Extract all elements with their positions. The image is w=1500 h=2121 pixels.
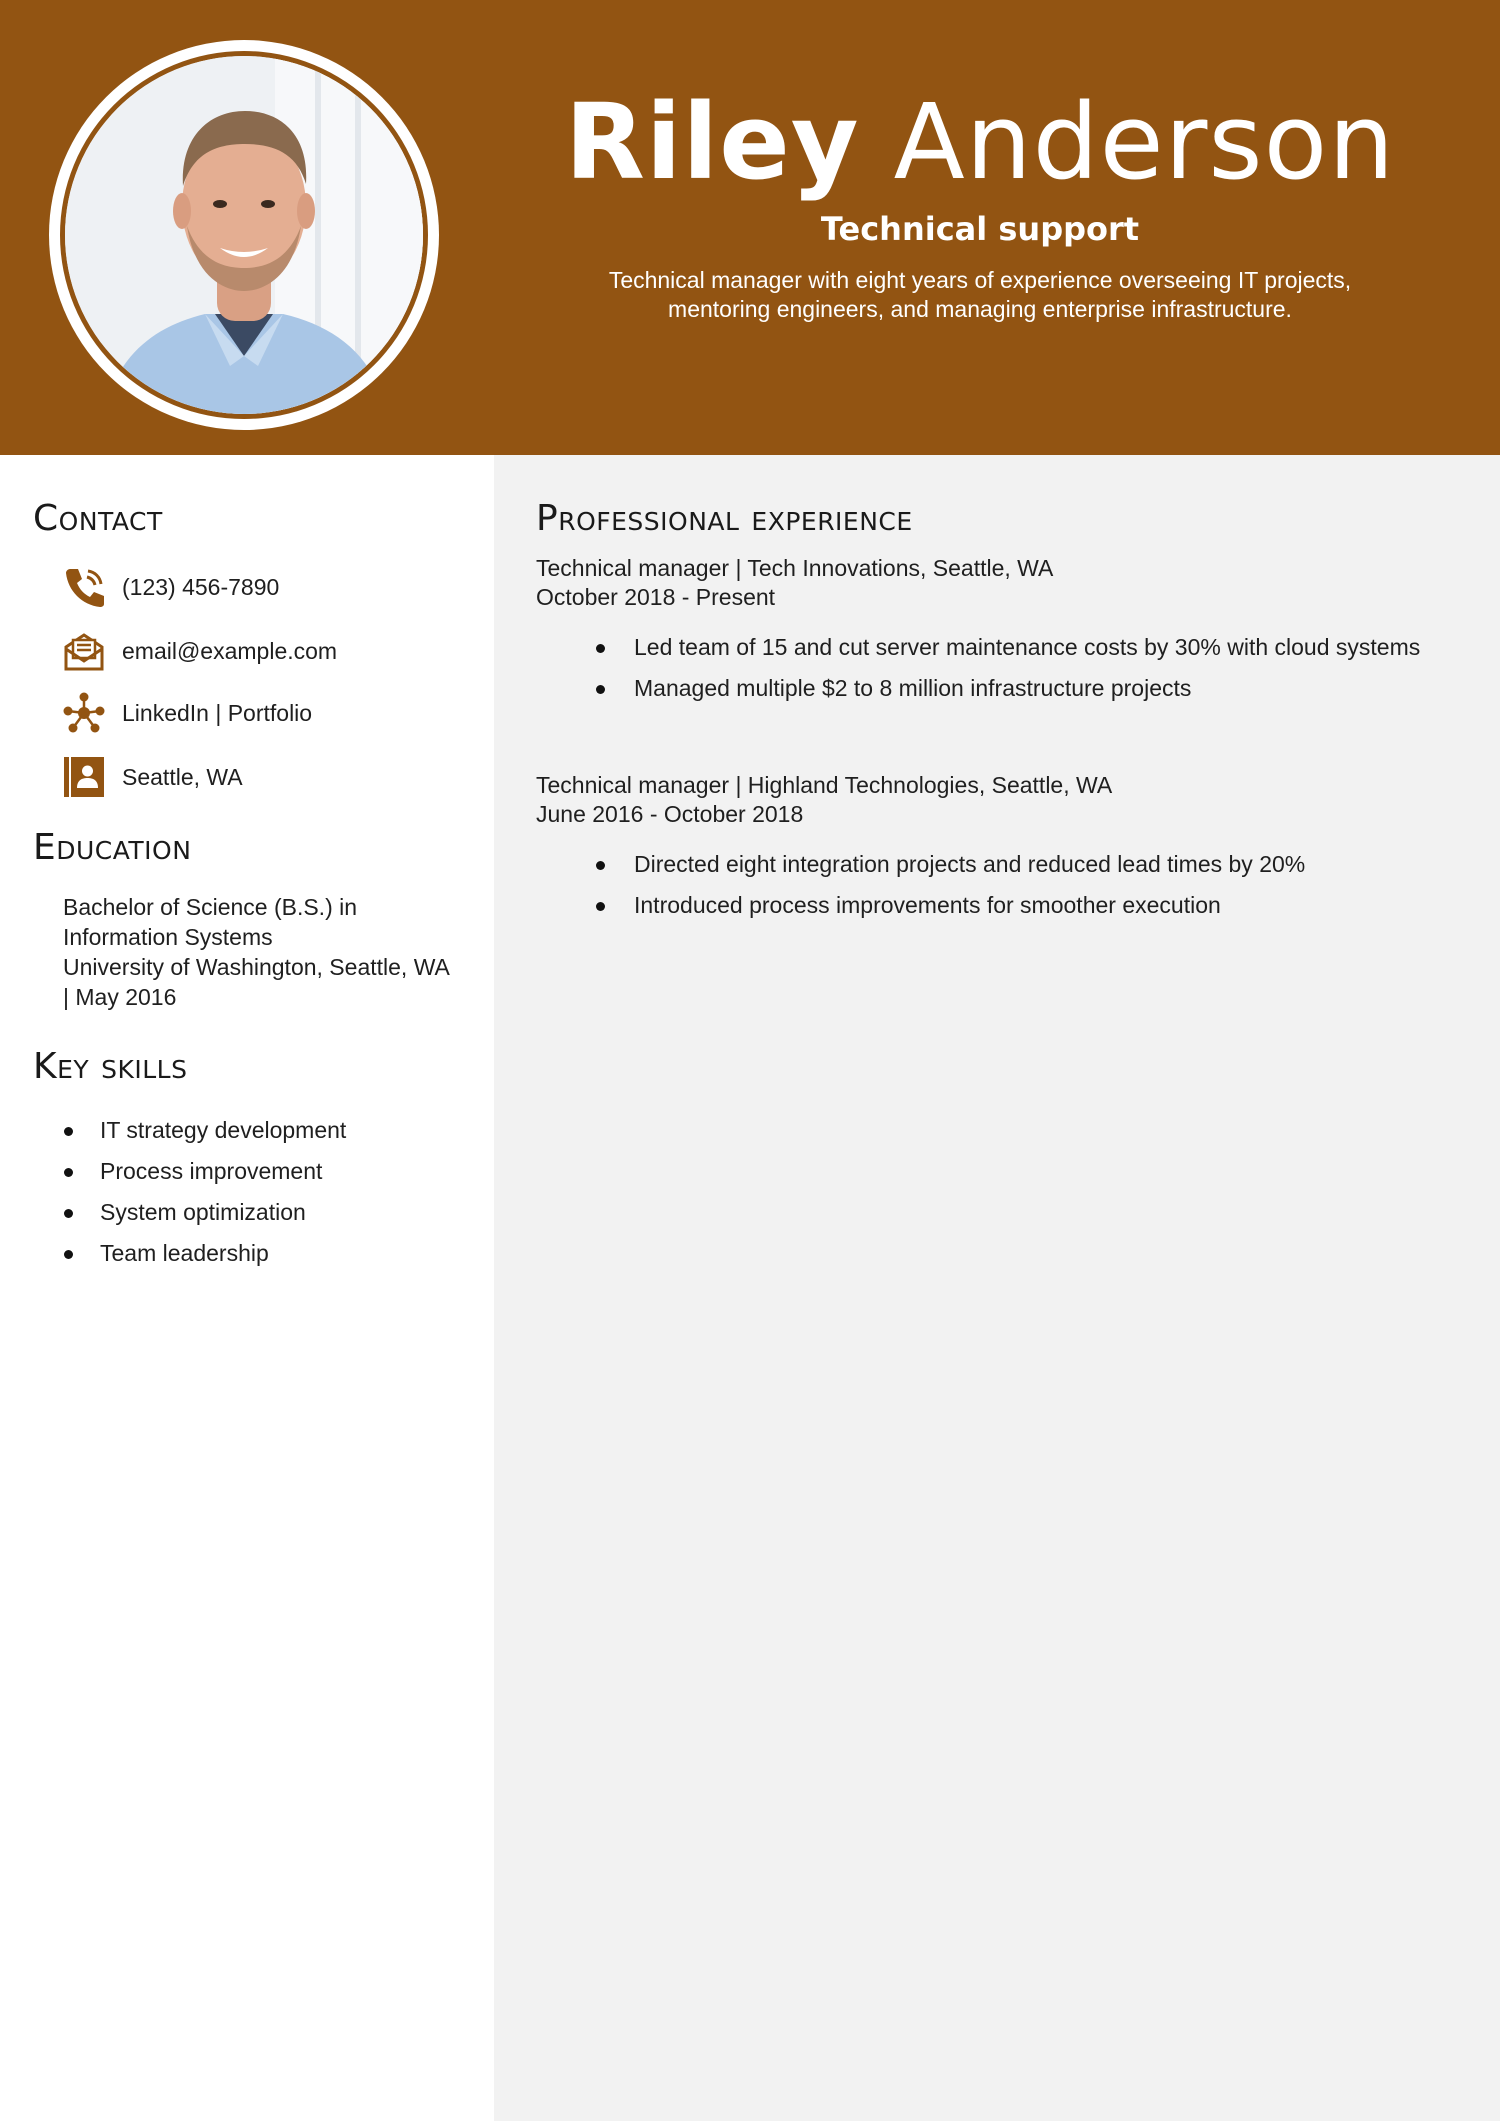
profile-summary: Technical manager with eight years of experience overseeing IT projects, mentoring engineers, and managing enterprise infrastructure. [608,267,1352,322]
address-book-icon [62,755,106,799]
job-bullets [536,632,1456,704]
list-item: Team leadership [62,1233,482,1274]
last-name: Anderson [893,81,1396,203]
skills-list [62,1110,482,1274]
contact-links[interactable] [62,691,482,735]
major-line: Information Systems [63,924,273,950]
list-item: Led team of 15 and cut server maintenance costs by 30% with cloud systems [536,632,1456,663]
profile-photo-illustration [65,56,423,414]
job-role: Technical manager | Highland Technologies, Seattle, WA [536,772,1113,798]
network-icon [62,691,106,735]
profile-photo-frame [49,40,439,430]
list-item: Directed eight integration projects and reduced lead times by 20% [536,849,1456,880]
list-item: System optimization [62,1192,482,1233]
list-item: Process improvement [62,1151,482,1192]
first-name: Riley [564,81,860,203]
candidate-name [520,82,1440,202]
phone-text: (123) 456-7890 [122,574,280,600]
location-text: Seattle, WA [122,764,243,790]
school-line: University of Washington, Seattle, WA [63,954,450,980]
graduation-line: | May 2016 [63,984,177,1010]
job-dates: October 2018 - Present [536,584,776,610]
job-entry [536,554,1456,714]
contact-location [62,755,482,799]
education-heading: Education [33,827,192,868]
list-item: Managed multiple $2 to 8 million infrastructure projects [536,673,1456,704]
job-entry [536,771,1456,931]
header-band [0,0,1500,455]
job-title: Technical support [820,210,1140,248]
degree-line: Bachelor of Science (B.S.) in [63,894,358,920]
list-item: Introduced process improvements for smoother execution [536,890,1456,921]
experience-heading: Professional experience [536,498,913,539]
links-text[interactable]: LinkedIn | Portfolio [122,700,313,726]
job-bullets [536,849,1456,921]
email-text[interactable]: email@example.com [122,638,338,664]
contact-phone [62,565,482,609]
contact-email[interactable] [62,629,482,673]
education-entry [63,892,483,1012]
contact-heading: Contact [33,498,163,539]
profile-photo [65,56,423,414]
list-item: IT strategy development [62,1110,482,1151]
envelope-icon [62,629,106,673]
job-dates: June 2016 - October 2018 [536,801,804,827]
phone-icon [62,565,106,609]
job-role: Technical manager | Tech Innovations, Seattle, WA [536,555,1054,581]
skills-heading: Key skills [33,1046,188,1087]
